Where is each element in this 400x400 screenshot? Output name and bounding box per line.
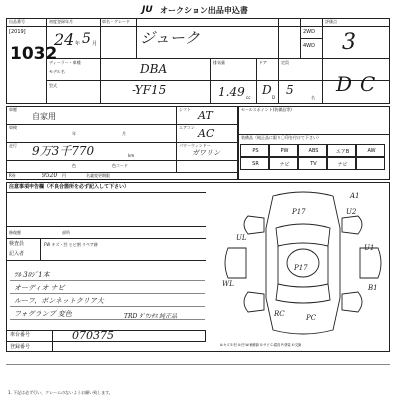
grade-sub2: C — [360, 72, 376, 96]
ruled-line — [10, 293, 205, 294]
displacement: 1.49 — [218, 85, 245, 99]
unit-cc: cc — [246, 95, 251, 100]
label-model-code: 型式 — [49, 83, 57, 88]
label-year-2: 年 — [72, 131, 76, 136]
equipment-label: ABS — [308, 148, 319, 154]
note-line-5: TRD ﾀﾞｳﾝｻｽ 純正品 — [124, 313, 178, 320]
equipment-cell — [356, 144, 385, 157]
divider — [6, 124, 238, 125]
label-exhibit-no: 出品番号 — [9, 19, 25, 24]
divider — [176, 106, 177, 172]
label-month-2: 月 — [122, 131, 126, 136]
equipment-label: TV — [310, 161, 317, 167]
label-notes: 注意事項申告欄（不良合箇所を必ず記入して下さい） — [9, 184, 130, 190]
label-door: ドア — [259, 60, 267, 65]
label-ac: エアコン — [179, 125, 195, 130]
label-first-reg: 初度登録年月 — [49, 19, 73, 24]
equipment-grid — [240, 142, 388, 172]
label-recorder: 記入者 — [9, 251, 25, 257]
inspector-items: FW キズ・凹 ヒビ割 リペア跡 — [44, 242, 98, 247]
mark-rc: RC — [274, 310, 285, 318]
divider — [100, 18, 101, 104]
mark-pc: PC — [306, 314, 317, 322]
label-repair-parts: 部所 — [62, 230, 70, 235]
label-4wd: 4WD — [303, 43, 315, 49]
label-grade: 評価点 — [325, 19, 337, 24]
label-mileage: 走行 — [9, 143, 17, 148]
equipment-label: ナビ — [337, 162, 348, 168]
equipment-label: PW — [280, 148, 289, 154]
label-dealer: ディーラー・車種 — [49, 60, 81, 65]
equipment-cell — [298, 157, 327, 170]
usage: 自家用 — [32, 112, 56, 121]
equipment-label: ナビ — [279, 162, 290, 168]
sheet-title: オークション出品申込書 — [160, 6, 248, 15]
auction-entry-sheet — [2, 4, 394, 396]
grade-sub: D — [336, 72, 353, 96]
unit-km: km — [128, 153, 135, 158]
equipment-cell — [269, 157, 298, 170]
label-inspector: 検査員 — [9, 241, 25, 247]
door-value: D — [262, 83, 272, 97]
stock-no: 070375 — [72, 329, 114, 342]
divider — [256, 58, 257, 104]
mark-p1: P17 — [292, 208, 306, 216]
unit-door: D — [272, 95, 276, 100]
divider — [6, 238, 206, 239]
label-recycle: R券 — [9, 173, 16, 178]
diagram-legend: A:キズ E:凹 U:凹 W:補修跡 S:サビ C:腐食 P:塗装 X:交換 — [220, 343, 302, 347]
unit-person: 名 — [311, 95, 315, 100]
divider — [136, 18, 137, 58]
label-month: 月 — [92, 41, 98, 47]
label-model-grade: 車名・グレード — [102, 19, 130, 24]
ac-value: AC — [198, 127, 215, 140]
note-line-2: オーディオ ナビ — [14, 284, 65, 292]
label-inspection: 車検 — [9, 125, 17, 130]
note-line-1: ﾂﾙ 3ﾛｼﾞ1本 — [14, 271, 50, 279]
recycle-value: 9520 — [42, 172, 58, 179]
equipment-cell — [240, 157, 269, 170]
divider — [6, 226, 206, 227]
label-repair: 修復歴 — [9, 230, 21, 235]
equipment-label: エアB — [335, 149, 350, 155]
equipment-label: PS — [252, 148, 259, 154]
equipment-cell — [327, 157, 356, 170]
label-seating: 定員 — [281, 60, 289, 65]
equipment-cell — [298, 144, 327, 157]
divider — [6, 160, 238, 161]
divider — [52, 330, 53, 352]
equipment-cell — [269, 144, 298, 157]
mark-b1: B1 — [368, 284, 378, 292]
shift-value: AT — [198, 109, 213, 122]
divider — [6, 172, 238, 173]
model-type: DBA — [140, 62, 168, 76]
exhibit-number: 1032 — [10, 44, 58, 64]
divider — [6, 260, 206, 261]
note-line-4: フォグランプ 変色 — [14, 310, 72, 318]
label-displacement: 排気量 — [213, 60, 225, 65]
brand-logo: JU — [142, 5, 153, 15]
ruled-line — [10, 280, 205, 281]
first-reg-year: 24 — [54, 30, 75, 49]
divider — [300, 38, 322, 39]
equipment-label: SR — [252, 161, 259, 167]
car-damage-diagram — [218, 188, 388, 340]
label-color-code: 色コード — [112, 163, 128, 168]
label-equipment: 装備品（純正品に限り〇印を付けて下さい） — [241, 135, 321, 140]
mileage-value: 9万3千770 — [32, 144, 95, 158]
divider — [322, 18, 323, 104]
first-reg-month: 5 — [82, 31, 91, 47]
label-color: 色 — [72, 163, 76, 168]
divider — [6, 26, 390, 27]
mark-wl: WL — [222, 280, 234, 288]
equipment-cell — [327, 144, 356, 157]
label-selling-point: セールスポイント(装備品等) — [241, 107, 292, 112]
mark-u1: U1 — [364, 244, 375, 252]
seating-value: 5 — [286, 83, 294, 97]
label-recycle-note: 名義変更期限 — [86, 173, 110, 178]
code-bracket: [2019] — [9, 29, 26, 35]
note-line-3: ルーフ、ボンネットクリア大 — [14, 297, 104, 305]
label-reg-no: 登録番号 — [10, 344, 31, 350]
equipment-cell — [240, 144, 269, 157]
divider — [40, 238, 41, 260]
label-stock-no: 車台番号 — [10, 332, 31, 338]
footer-rule — [6, 364, 390, 365]
mark-ul: UL — [236, 234, 247, 242]
mark-u2: U2 — [346, 208, 357, 216]
divider — [6, 192, 206, 193]
mark-p2: P17 — [294, 264, 308, 272]
grade-value: 3 — [342, 30, 356, 55]
model-name: ジューク — [140, 29, 200, 47]
divider — [46, 58, 390, 59]
label-shift: シフト — [179, 107, 191, 112]
footer-line-1: 1. 下記は必ず行い、クレームのないようお願い致します。 — [8, 390, 113, 395]
divider — [210, 58, 211, 104]
label-usage: 車歴 — [9, 107, 17, 112]
model-code: -YF15 — [132, 83, 167, 97]
label-model-type: モデル名 — [49, 69, 65, 74]
divider — [278, 18, 279, 104]
ruled-line — [10, 306, 205, 307]
power-window-note: ガワリン — [192, 149, 220, 157]
label-2wd: 2WD — [303, 29, 315, 35]
label-recycle-unit: 円 — [62, 173, 66, 178]
mark-a1: A1 — [350, 192, 360, 200]
label-power-window: パワーウィンドー — [179, 143, 211, 148]
equipment-label: AW — [367, 148, 376, 154]
label-year: 年 — [75, 41, 81, 47]
equipment-cell — [356, 157, 385, 170]
